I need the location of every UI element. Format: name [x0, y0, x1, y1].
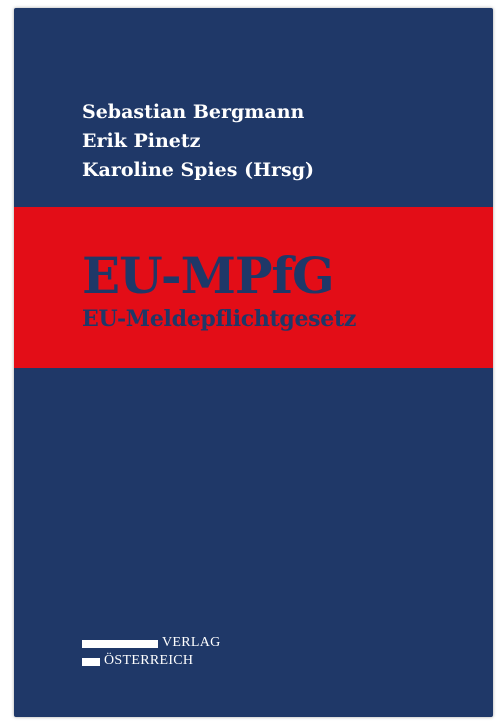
publisher-logo-bar: [82, 658, 100, 666]
book-subtitle: EU-Meldepflichtgesetz: [82, 306, 357, 332]
author-name: Erik Pinetz: [82, 130, 201, 152]
author-list: [82, 98, 314, 185]
publisher-logo: [82, 634, 252, 674]
publisher-logo-bar: [82, 640, 158, 648]
title-band: [14, 207, 493, 368]
author-name: Sebastian Bergmann: [82, 101, 305, 123]
author-name: Karoline Spies (Hrsg): [82, 159, 315, 181]
book-title: EU-MPfG: [82, 246, 334, 305]
publisher-name-line2: ÖSTERREICH: [104, 653, 194, 668]
publisher-name-line1: VERLAG: [162, 635, 221, 650]
book-cover: [14, 8, 493, 717]
